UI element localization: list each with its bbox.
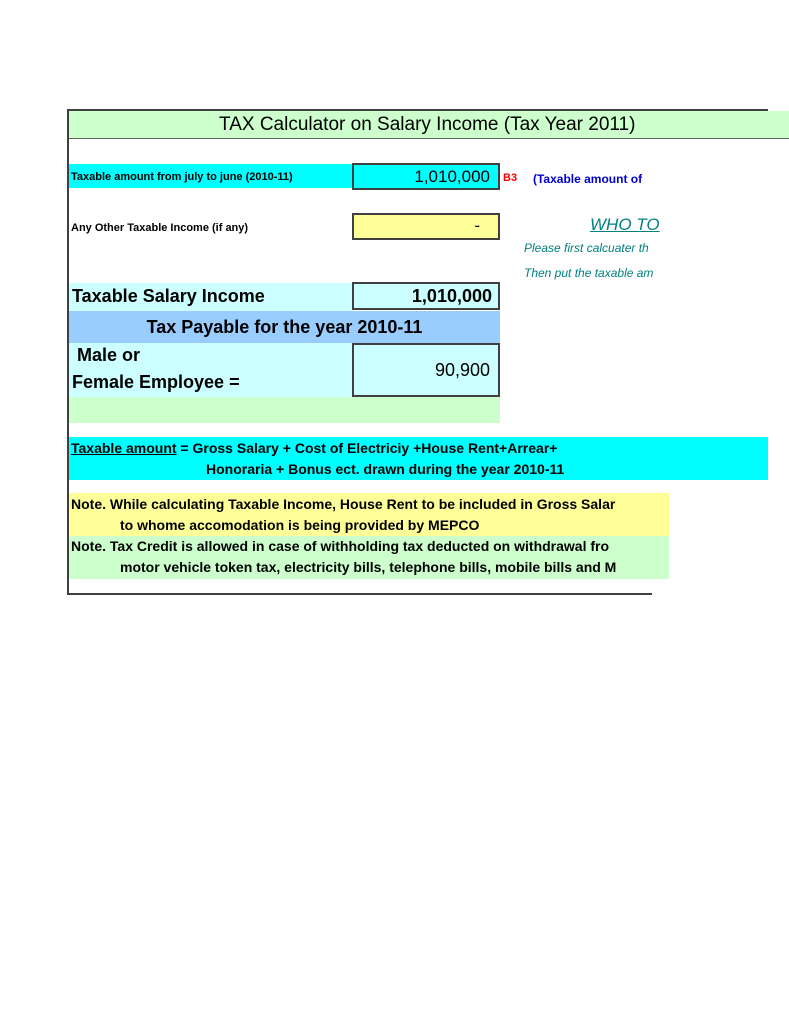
spacer-row [69, 397, 500, 423]
definition-term: Taxable amount [71, 440, 177, 456]
spreadsheet [67, 109, 660, 595]
definition-text: = Gross Salary + Cost of Electriciy +House Rent+Arrear+ [176, 440, 558, 456]
tax-payable-label-line-2: Female Employee = [72, 372, 240, 392]
tax-payable-heading: Tax Payable for the year 2010-11 [146, 317, 423, 337]
tax-payable-heading-row [69, 311, 500, 343]
taxable-amount-label: Taxable amount from july to june (2010-11) [71, 171, 293, 183]
note-1-line-1: Note. While calculating Taxable Income, House Rent to be included in Gross Salar [71, 496, 616, 512]
page-title: TAX Calculator on Salary Income (Tax Year 2011) [219, 114, 636, 135]
taxable-salary-output [352, 282, 500, 310]
other-income-value: - [474, 216, 480, 235]
help-heading: WHO TO [590, 215, 660, 234]
taxable-amount-hint: (Taxable amount of [533, 172, 643, 186]
note-2-line-1: Note. Tax Credit is allowed in case of withholding tax deducted on withdrawal fro [71, 538, 610, 554]
taxable-amount-input[interactable] [352, 163, 500, 190]
taxable-salary-label: Taxable Salary Income [72, 286, 265, 306]
note-1-line-2: to whome accomodation is being provided by MEPCO [120, 517, 480, 533]
taxable-amount-value: 1,010,000 [414, 167, 490, 186]
definition-line-1 [71, 440, 557, 456]
help-line-2: Then put the taxable am [524, 266, 654, 280]
taxable-salary-value: 1,010,000 [411, 286, 492, 306]
tax-payable-output [352, 343, 500, 397]
other-income-label: Any Other Taxable Income (if any) [71, 222, 249, 234]
tax-payable-value: 90,900 [434, 360, 490, 380]
definition-line-2: Honoraria + Bonus ect. drawn during the year 2010-11 [206, 461, 565, 477]
cell-ref-label: B3 [503, 172, 518, 184]
help-line-1: Please first calcuater th [524, 241, 649, 255]
note-2-line-2: motor vehicle token tax, electricity bills, telephone bills, mobile bills and M [120, 559, 617, 575]
tax-payable-label-line-1: Male or [77, 345, 141, 365]
other-income-input[interactable] [352, 213, 500, 240]
definition-overflow [650, 437, 768, 480]
